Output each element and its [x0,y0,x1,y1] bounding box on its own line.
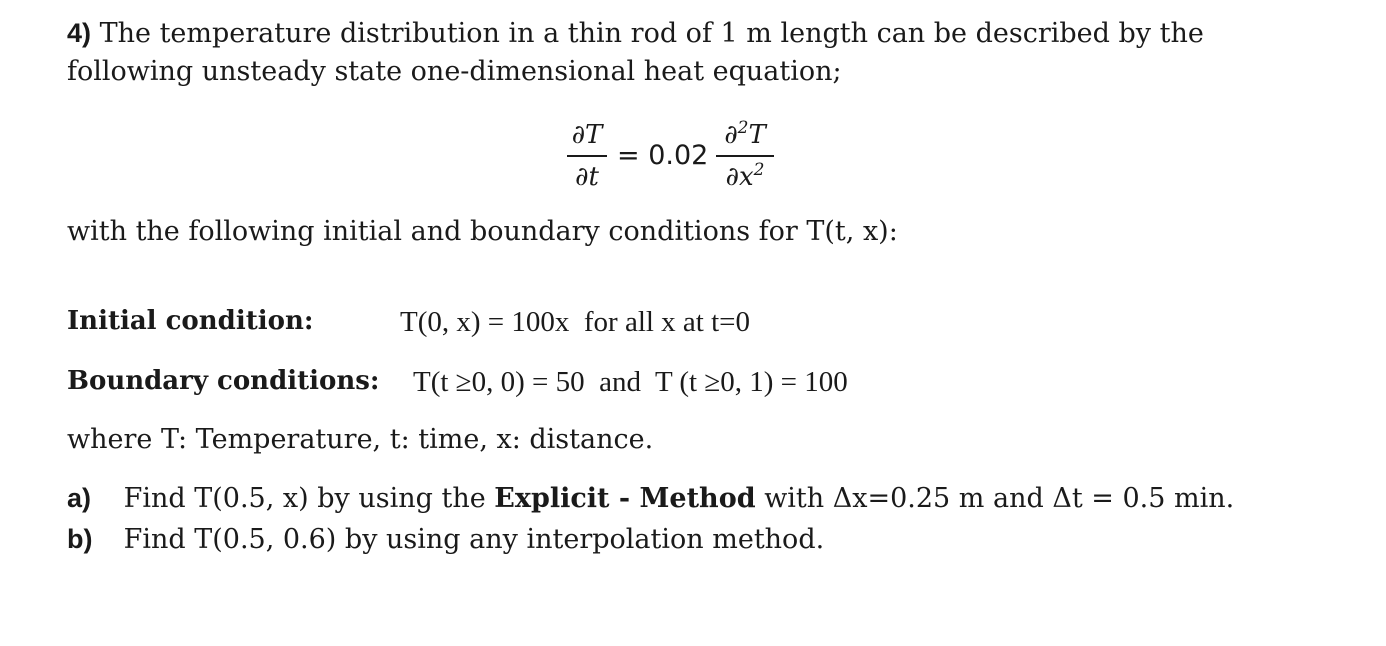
boundary-conditions-value: T(t ≥0, 0) = 50 and T (t ≥0, 1) = 100 [413,366,848,398]
problem-number: 4) [67,18,92,48]
part-a-method: Explicit - Method [494,483,756,514]
lhs-fraction-bar [567,155,607,157]
variable-definitions: where T: Temperature, t: time, x: distance. [67,424,654,455]
intro-line-2: following unsteady state one-dimensional heat equation; [67,56,842,87]
part-a-label: a) [67,483,92,513]
part-a [67,483,1234,514]
intro-line-1 [67,18,1204,49]
rhs-numerator [716,117,774,153]
lhs-fraction [567,117,607,195]
part-a-text-after: with Δx=0.25 m and Δt = 0.5 min. [764,483,1235,514]
rhs-den-base: ∂x [725,162,754,192]
initial-condition-label: Initial condition: [67,306,314,336]
part-b-label: b) [67,524,93,554]
rhs-num-exponent: 2 [737,118,749,138]
part-b [67,524,824,555]
part-a-text-before: Find T(0.5, x) by using the [123,483,486,514]
rhs-num-variable: T [748,120,766,150]
partial-symbol: ∂ [724,120,738,150]
rhs-fraction [716,117,774,195]
part-b-text: Find T(0.5, 0.6) by using any interpolation method. [123,524,825,555]
rhs-fraction-bar [716,155,774,157]
boundary-conditions-label: Boundary conditions: [67,366,380,396]
lhs-denominator: ∂t [575,162,599,192]
intro-text-1: The temperature distribution in a thin rod of 1 m length can be described by the [99,18,1204,49]
conditions-intro: with the following initial and boundary conditions for T(t, x): [67,216,898,247]
initial-condition-value: T(0, x) = 100x for all x at t=0 [400,306,751,338]
rhs-den-exponent: 2 [753,160,765,180]
lhs-numerator: ∂T [571,120,603,150]
rhs-denominator [716,159,774,195]
equals-coefficient: = 0.02 [617,140,709,171]
